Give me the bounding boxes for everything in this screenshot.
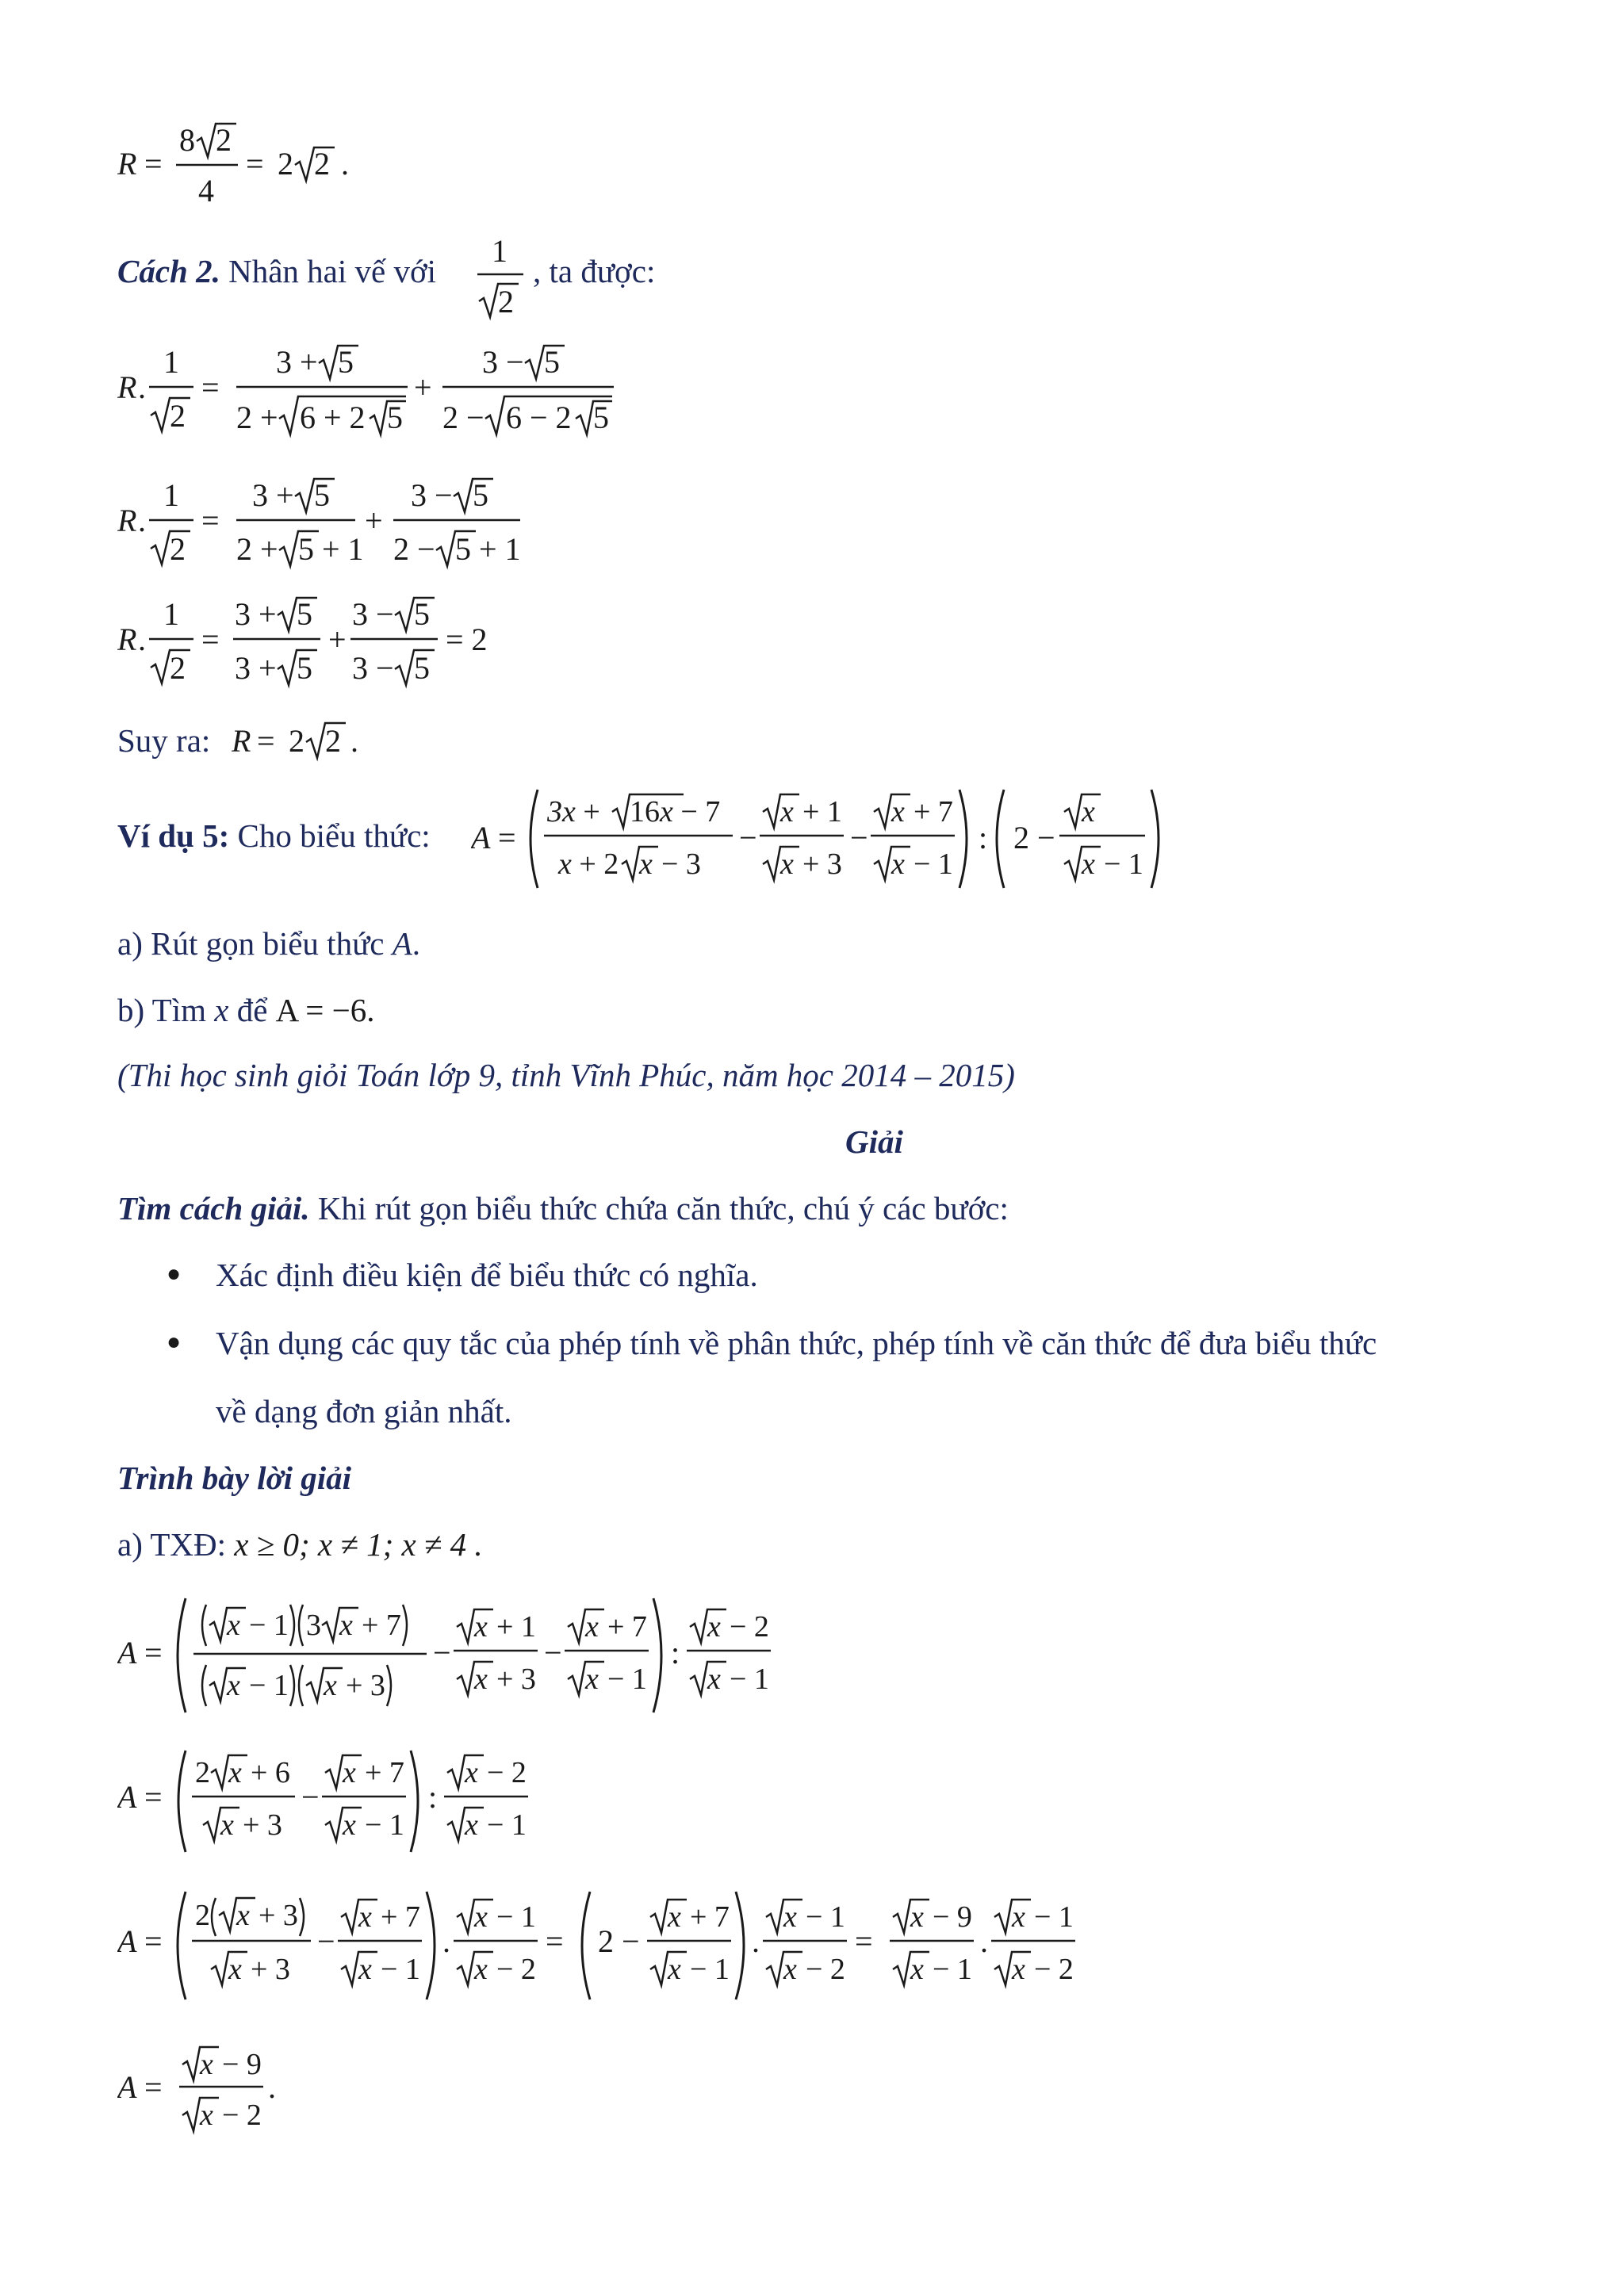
svg-text:− 1: − 1 bbox=[1104, 848, 1143, 881]
svg-text:x: x bbox=[228, 1953, 242, 1986]
svg-text:.: . bbox=[138, 622, 146, 657]
svg-text:R: R bbox=[117, 369, 137, 405]
svg-text:.: . bbox=[980, 1923, 988, 1959]
svg-text:R: R bbox=[232, 723, 251, 759]
svg-text:A: A bbox=[471, 820, 491, 855]
svg-text:x: x bbox=[227, 1669, 240, 1702]
svg-text:− 1: − 1 bbox=[496, 1900, 536, 1934]
svg-text:2: 2 bbox=[170, 650, 186, 686]
svg-text:− 2: − 2 bbox=[222, 2099, 262, 2132]
svg-text:− 1: − 1 bbox=[1034, 1900, 1074, 1934]
svg-text:− 1: − 1 bbox=[381, 1953, 420, 1986]
svg-text:6 − 2: 6 − 2 bbox=[506, 400, 572, 435]
svg-text:3 +: 3 + bbox=[235, 596, 277, 632]
svg-text:x: x bbox=[236, 1899, 250, 1932]
svg-text:+ 7: + 7 bbox=[690, 1900, 730, 1934]
svg-text:x: x bbox=[780, 848, 794, 881]
svg-text:2 +: 2 + bbox=[236, 531, 278, 567]
svg-text:=: = bbox=[246, 146, 264, 182]
svg-text:R: R bbox=[117, 146, 137, 182]
svg-text:− 1: − 1 bbox=[806, 1900, 845, 1934]
svg-text:2 +: 2 + bbox=[236, 400, 278, 435]
svg-text::: : bbox=[979, 820, 988, 855]
svg-text:+ 1: + 1 bbox=[802, 795, 842, 828]
svg-text:2 −: 2 − bbox=[1013, 820, 1055, 855]
cach2-text: Nhân hai vế với bbox=[228, 253, 437, 289]
svg-text:2 −: 2 − bbox=[598, 1923, 640, 1959]
svg-text:= 2: = 2 bbox=[446, 622, 488, 657]
svg-text:=: = bbox=[201, 503, 220, 538]
svg-text:3 −: 3 − bbox=[411, 477, 453, 513]
svg-text:5: 5 bbox=[297, 596, 312, 632]
svg-text:4: 4 bbox=[198, 173, 214, 209]
svg-text:x: x bbox=[465, 1756, 478, 1789]
svg-text:5: 5 bbox=[414, 650, 430, 686]
part-a-text: a) Rút gọn biểu thức bbox=[117, 925, 385, 962]
equation-solution-step3 bbox=[117, 1887, 1116, 2006]
svg-text:.: . bbox=[138, 369, 146, 405]
svg-text:2 −: 2 − bbox=[393, 531, 435, 567]
svg-text:− 1: − 1 bbox=[607, 1663, 647, 1696]
svg-text:x: x bbox=[707, 1663, 721, 1696]
bullet-item-2-cont: về dạng đơn giản nhất. bbox=[216, 1393, 512, 1429]
part-b-var: x bbox=[214, 992, 229, 1028]
svg-text:x: x bbox=[639, 848, 653, 881]
svg-text:2: 2 bbox=[170, 531, 186, 567]
svg-text:.: . bbox=[138, 503, 146, 538]
svg-text:x: x bbox=[891, 848, 905, 881]
svg-text:x: x bbox=[343, 1756, 356, 1789]
svg-text:− 1: − 1 bbox=[914, 848, 953, 881]
example5-line bbox=[117, 817, 431, 855]
part-b bbox=[117, 991, 375, 1029]
svg-text:3 +: 3 + bbox=[235, 650, 277, 686]
svg-text:+ 7: + 7 bbox=[607, 1610, 647, 1644]
svg-text:+ 6: + 6 bbox=[251, 1756, 290, 1789]
part-b-pre: b) Tìm bbox=[117, 992, 206, 1028]
svg-text:+ 3: + 3 bbox=[346, 1669, 385, 1702]
svg-text:x: x bbox=[780, 795, 794, 828]
svg-text:3 −: 3 − bbox=[352, 596, 394, 632]
svg-text:16x − 7: 16x − 7 bbox=[630, 795, 721, 828]
svg-text:=: = bbox=[144, 1923, 163, 1959]
svg-text:− 1: − 1 bbox=[249, 1609, 289, 1642]
svg-text:− 2: − 2 bbox=[496, 1953, 536, 1986]
svg-text:=: = bbox=[144, 1635, 163, 1670]
svg-text:A: A bbox=[117, 1779, 137, 1815]
svg-text:+ 3: + 3 bbox=[802, 848, 842, 881]
svg-text:.: . bbox=[752, 1923, 760, 1959]
svg-text:8: 8 bbox=[179, 122, 195, 158]
tim-cach-label: Tìm cách giải. bbox=[117, 1190, 310, 1226]
svg-text:x: x bbox=[324, 1669, 337, 1702]
svg-text:x: x bbox=[668, 1953, 681, 1986]
svg-text:6 + 2: 6 + 2 bbox=[300, 400, 366, 435]
svg-text:3 −: 3 − bbox=[352, 650, 394, 686]
svg-text:1: 1 bbox=[492, 233, 508, 269]
svg-text:− 9: − 9 bbox=[222, 2048, 262, 2081]
part-b-post: để bbox=[236, 992, 268, 1028]
svg-text:x: x bbox=[227, 1609, 240, 1642]
source-note: (Thi học sinh giỏi Toán lớp 9, tỉnh Vĩnh Phúc, năm học 2014 – 2015) bbox=[117, 1057, 1015, 1093]
svg-text:x: x bbox=[891, 795, 905, 828]
svg-text:.: . bbox=[268, 2069, 276, 2105]
equation-cach2-step2 bbox=[117, 474, 546, 577]
svg-text:− 1: − 1 bbox=[690, 1953, 730, 1986]
cach2-line bbox=[117, 252, 436, 290]
svg-text:=: = bbox=[855, 1923, 873, 1959]
svg-text:+: + bbox=[365, 503, 383, 538]
svg-text:+ 3: + 3 bbox=[259, 1899, 298, 1932]
svg-text:x: x bbox=[783, 1900, 797, 1934]
svg-text:2: 2 bbox=[195, 1756, 210, 1789]
svg-text:− 1: − 1 bbox=[730, 1663, 769, 1696]
svg-text:−: − bbox=[739, 820, 757, 855]
bullet-dot-1: ● bbox=[167, 1261, 182, 1287]
svg-text:− 2: − 2 bbox=[487, 1756, 527, 1789]
solution-heading: Giải bbox=[845, 1123, 903, 1160]
svg-text:R: R bbox=[117, 622, 137, 657]
svg-text:2: 2 bbox=[278, 146, 293, 182]
svg-text:x: x bbox=[220, 1808, 234, 1842]
svg-text:5: 5 bbox=[593, 400, 609, 435]
svg-text:.: . bbox=[442, 1923, 450, 1959]
svg-text:x: x bbox=[585, 1663, 599, 1696]
svg-text:=: = bbox=[201, 622, 220, 657]
svg-text:−: − bbox=[317, 1923, 335, 1959]
svg-text:5: 5 bbox=[338, 344, 354, 380]
equation-solution-step1 bbox=[117, 1594, 831, 1720]
svg-text:=: = bbox=[257, 723, 275, 759]
svg-text:R: R bbox=[117, 503, 137, 538]
svg-text:− 9: − 9 bbox=[933, 1900, 972, 1934]
svg-text:+ 1: + 1 bbox=[496, 1610, 536, 1644]
svg-text:3x +: 3x + bbox=[547, 795, 600, 828]
svg-text:x: x bbox=[200, 2099, 213, 2132]
equation-solution-step4 bbox=[117, 2038, 324, 2141]
example5-text: Cho biểu thức: bbox=[237, 817, 431, 854]
svg-text:−: − bbox=[850, 820, 868, 855]
svg-text:− 3: − 3 bbox=[661, 848, 701, 881]
svg-text:−: − bbox=[301, 1779, 320, 1815]
suy-ra-text: Suy ra: bbox=[117, 722, 211, 759]
txd-text: a) TXĐ: bbox=[117, 1526, 227, 1563]
svg-text:=: = bbox=[546, 1923, 564, 1959]
svg-text:+ 3: + 3 bbox=[243, 1808, 282, 1842]
svg-text:=: = bbox=[144, 146, 163, 182]
svg-text:+ 7: + 7 bbox=[362, 1609, 401, 1642]
svg-text:2: 2 bbox=[314, 146, 330, 182]
svg-text:x: x bbox=[585, 1610, 599, 1644]
svg-text:A: A bbox=[117, 2069, 137, 2105]
svg-text:+ 7: + 7 bbox=[381, 1900, 420, 1934]
svg-text:=: = bbox=[144, 2069, 163, 2105]
svg-text:x: x bbox=[474, 1610, 488, 1644]
svg-text:5 + 1: 5 + 1 bbox=[298, 531, 364, 567]
svg-text:=: = bbox=[498, 820, 516, 855]
svg-text:− 1: − 1 bbox=[365, 1808, 404, 1842]
svg-text:x: x bbox=[465, 1808, 478, 1842]
bullet-dot-2: ● bbox=[167, 1329, 182, 1355]
svg-text:x: x bbox=[474, 1953, 488, 1986]
svg-text:2: 2 bbox=[195, 1899, 210, 1932]
svg-text:− 2: − 2 bbox=[730, 1610, 769, 1644]
svg-text:2 −: 2 − bbox=[442, 400, 485, 435]
svg-text:+ 7: + 7 bbox=[365, 1756, 404, 1789]
equation-cach2-step3 bbox=[117, 593, 514, 696]
tim-cach-text: Khi rút gọn biểu thức chứa căn thức, chú ý các bước: bbox=[317, 1190, 1009, 1226]
svg-text:+ 7: + 7 bbox=[914, 795, 953, 828]
svg-text:2: 2 bbox=[170, 398, 186, 434]
suy-ra-line bbox=[117, 721, 210, 760]
suy-ra-expr bbox=[232, 712, 374, 767]
svg-text:+ 3: + 3 bbox=[496, 1663, 536, 1696]
cach2-label: Cách 2. bbox=[117, 253, 220, 289]
svg-text:A: A bbox=[117, 1923, 137, 1959]
svg-text:2: 2 bbox=[498, 284, 514, 320]
svg-text:− 1: − 1 bbox=[487, 1808, 527, 1842]
svg-text:x: x bbox=[200, 2048, 213, 2081]
svg-text:x: x bbox=[910, 1953, 924, 1986]
svg-text:x: x bbox=[668, 1900, 681, 1934]
svg-text:.: . bbox=[350, 723, 358, 759]
part-b-expr: A = −6. bbox=[275, 992, 375, 1028]
svg-text:+: + bbox=[414, 369, 432, 405]
svg-text:+ 3: + 3 bbox=[251, 1953, 290, 1986]
example5-expression bbox=[471, 785, 1177, 896]
svg-text:x + 2: x + 2 bbox=[558, 848, 619, 881]
svg-text:x: x bbox=[339, 1609, 353, 1642]
svg-text:3 +: 3 + bbox=[252, 477, 294, 513]
equation-r-result bbox=[117, 119, 387, 214]
part-a-var: A bbox=[392, 925, 412, 962]
svg-text:3 +: 3 + bbox=[276, 344, 318, 380]
svg-text:x: x bbox=[1082, 848, 1095, 881]
cach2-fraction bbox=[476, 230, 531, 325]
cach2-tail: , ta được: bbox=[533, 253, 656, 289]
svg-text:5: 5 bbox=[297, 650, 312, 686]
svg-text:x: x bbox=[783, 1953, 797, 1986]
svg-text:1: 1 bbox=[163, 596, 179, 632]
equation-cach2-step1 bbox=[117, 341, 625, 452]
svg-text:1: 1 bbox=[163, 477, 179, 513]
svg-text:− 1: − 1 bbox=[249, 1669, 289, 1702]
svg-text:x: x bbox=[1012, 1900, 1025, 1934]
svg-text:1: 1 bbox=[163, 344, 179, 380]
svg-text:3 −: 3 − bbox=[482, 344, 524, 380]
svg-text:3: 3 bbox=[306, 1609, 321, 1642]
svg-text:5: 5 bbox=[414, 596, 430, 632]
bullet-item-2: Vận dụng các quy tắc của phép tính về phân thức, phép tính về căn thức để đưa biểu thức bbox=[216, 1325, 1377, 1361]
svg-text:x: x bbox=[358, 1953, 372, 1986]
trinh-bay-heading: Trình bày lời giải bbox=[117, 1460, 351, 1496]
equation-solution-step2 bbox=[117, 1746, 609, 1857]
svg-text:5: 5 bbox=[387, 400, 403, 435]
svg-text:=: = bbox=[144, 1779, 163, 1815]
txd-line bbox=[117, 1525, 483, 1563]
part-a bbox=[117, 924, 420, 962]
tim-cach-line bbox=[117, 1189, 1009, 1227]
svg-text:x: x bbox=[358, 1900, 372, 1934]
txd-expr: x ≥ 0; x ≠ 1; x ≠ 4 . bbox=[234, 1526, 483, 1563]
svg-text:5: 5 bbox=[544, 344, 560, 380]
svg-text:=: = bbox=[201, 369, 220, 405]
svg-text:x: x bbox=[910, 1900, 924, 1934]
svg-text:x: x bbox=[474, 1900, 488, 1934]
example5-label: Ví dụ 5: bbox=[117, 817, 230, 854]
svg-text:−: − bbox=[433, 1635, 451, 1670]
svg-text:x: x bbox=[707, 1610, 721, 1644]
svg-text:5 + 1: 5 + 1 bbox=[455, 531, 521, 567]
svg-text:x: x bbox=[1082, 795, 1095, 828]
part-a-end: . bbox=[412, 925, 421, 962]
svg-text:A: A bbox=[117, 1635, 137, 1670]
svg-text::: : bbox=[671, 1635, 680, 1670]
svg-text:x: x bbox=[1012, 1953, 1025, 1986]
svg-text:2: 2 bbox=[325, 723, 341, 759]
svg-text:+: + bbox=[328, 622, 347, 657]
svg-text:2: 2 bbox=[289, 723, 304, 759]
svg-text:x: x bbox=[343, 1808, 356, 1842]
svg-text:− 2: − 2 bbox=[806, 1953, 845, 1986]
svg-text:− 2: − 2 bbox=[1034, 1953, 1074, 1986]
svg-text::: : bbox=[428, 1779, 438, 1815]
svg-text:2: 2 bbox=[216, 122, 232, 158]
svg-text:5: 5 bbox=[314, 477, 330, 513]
svg-text:x: x bbox=[228, 1756, 242, 1789]
svg-text:− 1: − 1 bbox=[933, 1953, 972, 1986]
svg-text:−: − bbox=[544, 1635, 562, 1670]
bullet-item-1: Xác định điều kiện để biểu thức có nghĩa. bbox=[216, 1257, 758, 1293]
svg-text:.: . bbox=[341, 146, 349, 182]
svg-text:5: 5 bbox=[473, 477, 488, 513]
svg-text:x: x bbox=[474, 1663, 488, 1696]
